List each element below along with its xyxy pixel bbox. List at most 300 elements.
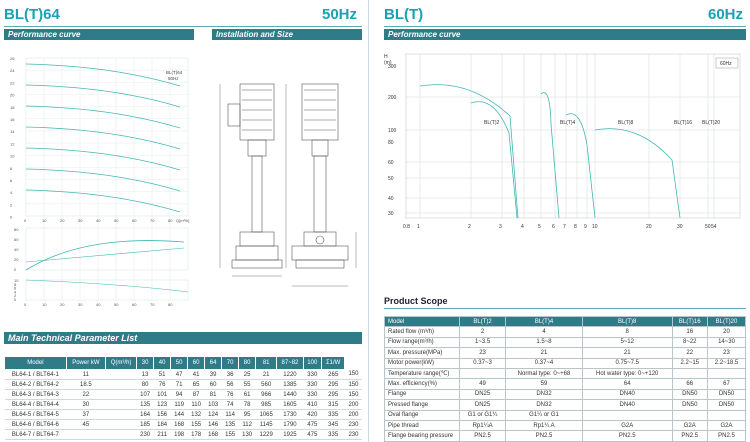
table-row	[5, 370, 363, 380]
left-title: BL(T)64	[4, 6, 60, 23]
table-cell: 130	[239, 430, 256, 440]
table-cell: 155	[222, 430, 239, 440]
tech-header: Model	[5, 357, 67, 370]
r-x-tick: 5	[538, 224, 541, 230]
r-x-tick: 1	[417, 224, 420, 230]
table-cell: 78	[239, 400, 256, 410]
scope-cell: 22	[672, 348, 708, 358]
y3-tick: 0	[14, 297, 17, 302]
scope-cell: 1.5~8	[506, 337, 583, 347]
table-cell: 211	[154, 430, 171, 440]
table-cell: 330	[303, 390, 321, 400]
curve-label: BL(T)4	[560, 120, 576, 126]
table-cell: 185	[137, 420, 154, 430]
table-cell: 55	[239, 380, 256, 390]
x3-tick: 40	[96, 302, 101, 307]
r-x-tick: 4	[521, 224, 524, 230]
scope-row	[385, 358, 746, 368]
table-cell	[106, 410, 137, 420]
table-cell: 155	[188, 420, 205, 430]
scope-cell: 49	[460, 379, 506, 389]
table-cell: BL64-3 / BLT64-3	[5, 390, 67, 400]
table-cell: 335	[321, 410, 345, 420]
table-cell: 61	[239, 390, 256, 400]
y1-tick: 6	[10, 178, 13, 183]
table-cell: 560	[256, 380, 277, 390]
table-cell	[66, 430, 105, 440]
table-cell: 74	[222, 400, 239, 410]
perf-curve-bar: Performance curve	[4, 29, 194, 40]
tech-header: 64	[205, 357, 222, 370]
table-cell: 1790	[277, 420, 304, 430]
left-hz: 50Hz	[322, 6, 358, 23]
x3-tick: 80	[168, 302, 173, 307]
right-title: BL(T)	[384, 6, 424, 23]
table-cell: 71	[171, 380, 188, 390]
scope-cell: Max. efficiency(%)	[385, 379, 460, 389]
tech-header: 100	[303, 357, 321, 370]
r-y-tick: 100	[388, 128, 397, 134]
scope-cell: BL(T)8	[582, 317, 672, 327]
r-y-tick: 300	[388, 64, 397, 70]
r-y-tick: 200	[388, 95, 397, 101]
scope-row	[385, 368, 746, 378]
tech-header: 50	[171, 357, 188, 370]
table-cell: 200	[345, 400, 362, 410]
table-cell: 37	[66, 410, 105, 420]
y2-tick: 0	[14, 267, 17, 272]
scope-cell	[708, 410, 746, 420]
scope-cell: Flange bearing pressure	[385, 431, 460, 441]
right-rule	[384, 26, 746, 27]
scope-cell: Model	[385, 317, 460, 327]
x1-tick: 50	[114, 218, 119, 223]
x1-tick: 70	[150, 218, 155, 223]
scope-cell: DN32	[506, 400, 583, 410]
table-cell: 21	[256, 370, 277, 380]
r-y-tick: 50	[388, 176, 394, 182]
table-row	[5, 430, 363, 440]
scope-cell: 2.2~18.5	[708, 358, 746, 368]
main-tech-bar: Main Technical Parameter List	[4, 332, 362, 344]
y1-tick: 20	[10, 92, 15, 98]
r-x-tick: 9	[584, 224, 587, 230]
table-cell: 124	[205, 410, 222, 420]
table-cell: 1145	[256, 420, 277, 430]
table-cell: 230	[345, 420, 362, 430]
tech-table	[4, 356, 362, 440]
scope-cell: Flow range(m³/h)	[385, 337, 460, 347]
table-cell: 101	[154, 390, 171, 400]
scope-row	[385, 400, 746, 410]
table-row	[5, 390, 363, 400]
x1-tick: 20	[60, 218, 65, 223]
scope-cell: Rp1¼ A	[506, 420, 583, 430]
y3-tick: 2	[14, 293, 17, 299]
table-cell: 47	[171, 370, 188, 380]
x3-tick: 10	[42, 302, 47, 307]
legend-model: BL(T)64	[166, 70, 183, 75]
head-curve-7	[26, 190, 180, 212]
table-cell: 18.5	[66, 380, 105, 390]
pump-front-view	[292, 84, 348, 268]
scope-cell: DN50	[672, 389, 708, 399]
tech-header: 87~82	[277, 357, 304, 370]
table-cell: 22	[66, 390, 105, 400]
table-cell: 475	[303, 420, 321, 430]
table-cell: BL64-7 / BLT64-7	[5, 430, 67, 440]
scope-cell	[672, 410, 708, 420]
head-curve-4	[26, 127, 180, 149]
scope-cell: PN2.5	[708, 431, 746, 441]
scope-cell: DN50	[708, 400, 746, 410]
scope-table	[384, 316, 746, 442]
table-cell: 178	[188, 430, 205, 440]
y2-tick: 40	[14, 247, 19, 252]
r-x-tick: 6	[552, 224, 555, 230]
installation-drawing	[212, 74, 364, 302]
y1-tick: 12	[10, 141, 15, 147]
table-cell: 150	[345, 390, 362, 400]
x1-tick: 80	[168, 218, 173, 223]
scope-cell: Flange	[385, 389, 460, 399]
y1-tick: 16	[10, 117, 15, 122]
table-cell: 230	[345, 430, 362, 440]
scope-cell: 21	[582, 348, 672, 358]
r-x-tick: 8	[574, 224, 577, 230]
scope-cell: PN2.5	[506, 431, 583, 441]
scope-row	[385, 337, 746, 347]
y1-tick: 26	[10, 56, 15, 61]
scope-row	[385, 389, 746, 399]
scope-cell: DN32	[506, 389, 583, 399]
table-cell: 114	[222, 410, 239, 420]
tech-header: Power kW	[66, 357, 105, 370]
y2-tick: 20	[14, 257, 19, 262]
head-curve-1	[26, 64, 180, 86]
y3-tick: 6	[14, 285, 17, 291]
table-cell: 295	[321, 390, 345, 400]
freq-label: 60Hz	[720, 61, 732, 67]
scope-cell: 20	[708, 327, 746, 337]
table-cell: 1440	[277, 390, 304, 400]
table-cell: 164	[137, 410, 154, 420]
y1-tick: 24	[10, 68, 15, 74]
table-cell: 475	[303, 430, 321, 440]
table-cell: 110	[188, 400, 205, 410]
table-cell: 966	[256, 390, 277, 400]
range-curve-3	[541, 93, 559, 218]
scope-cell: 8	[582, 327, 672, 337]
table-row	[5, 410, 363, 420]
left-rule	[4, 26, 362, 27]
table-cell	[106, 400, 137, 410]
scope-cell: G2A	[708, 420, 746, 430]
scope-row	[385, 410, 746, 420]
table-cell	[106, 430, 137, 440]
y1-tick: 2	[10, 202, 13, 208]
table-cell: 41	[188, 370, 205, 380]
x1-tick: 10	[42, 218, 47, 223]
table-cell: 13	[137, 370, 154, 380]
r-y-tick: 30	[388, 211, 394, 217]
y3-tick: 4	[14, 289, 17, 295]
table-cell: BL64-2 / BLT64-2	[5, 380, 67, 390]
table-cell: 107	[137, 390, 154, 400]
scope-cell: Hot water type: 0~+120	[582, 368, 672, 378]
scope-cell: 2	[460, 327, 506, 337]
tech-header: 40	[154, 357, 171, 370]
table-cell: 1730	[277, 410, 304, 420]
table-cell: BL64-5 / BLT64-5	[5, 410, 67, 420]
range-curve-5	[595, 129, 680, 218]
r-x-tick: 10	[592, 224, 598, 230]
scope-cell: G1¼ or G1	[506, 410, 583, 420]
x1-tick: Q[m³/h]	[176, 218, 190, 223]
table-cell: 65	[188, 380, 205, 390]
table-cell: 87	[188, 390, 205, 400]
table-cell: 198	[171, 430, 188, 440]
table-row	[5, 420, 363, 430]
table-cell: 95	[239, 410, 256, 420]
scope-cell: BL(T)4	[506, 317, 583, 327]
y1-tick: 0	[10, 214, 13, 220]
scope-cell: BL(T)2	[460, 317, 506, 327]
scope-cell: Rp1¼A	[460, 420, 506, 430]
scope-cell: DN50	[708, 389, 746, 399]
r-y-tick: 60	[388, 160, 394, 166]
r-y-tick: 40	[388, 196, 394, 202]
scope-row	[385, 420, 746, 430]
y1-tick: 18	[10, 104, 15, 110]
table-cell: 132	[188, 410, 205, 420]
y3-tick: 10	[14, 278, 19, 283]
right-perf-bar: Performance curve	[384, 29, 746, 40]
install-size-bar: Installation and Size	[212, 29, 362, 40]
table-cell: 1925	[277, 430, 304, 440]
tech-header: Σ1/W	[321, 357, 345, 370]
page-divider	[368, 0, 369, 442]
curve-label: BL(T)2	[484, 120, 500, 126]
table-cell: 94	[171, 390, 188, 400]
table-cell: 11	[66, 370, 105, 380]
scope-cell	[460, 368, 506, 378]
power-curve	[26, 248, 184, 262]
scope-cell: 5~12	[582, 337, 672, 347]
table-cell: 1065	[256, 410, 277, 420]
x3-tick: 60	[132, 302, 137, 307]
scope-cell: Temperature range(℃)	[385, 368, 460, 378]
scope-cell: DN50	[672, 400, 708, 410]
curve-label: BL(T)20	[702, 120, 721, 126]
table-cell: 184	[154, 420, 171, 430]
right-hz: 60Hz	[708, 6, 744, 23]
scope-cell: Normal type: 0~+68	[506, 368, 583, 378]
table-cell: 25	[239, 370, 256, 380]
table-cell: 1385	[277, 380, 304, 390]
table-cell: BL64-1 / BLT64-1	[5, 370, 67, 380]
table-cell: 345	[321, 420, 345, 430]
scope-row	[385, 431, 746, 441]
scope-cell: 2.2~15	[672, 358, 708, 368]
scope-cell: Pipe thread	[385, 420, 460, 430]
x3-tick: 20	[60, 302, 65, 307]
table-cell: 103	[205, 400, 222, 410]
scope-title: Product Scope	[384, 296, 454, 306]
table-cell: 1605	[277, 400, 304, 410]
scope-row	[385, 317, 746, 327]
pump-side-view	[228, 84, 282, 268]
x3-tick: 70	[150, 302, 155, 307]
table-cell: 1229	[256, 430, 277, 440]
scope-cell: 23	[708, 348, 746, 358]
r-x-tick: 54	[711, 224, 717, 230]
scope-cell: 14~30	[708, 337, 746, 347]
scope-row	[385, 379, 746, 389]
r-x-tick: 2	[468, 224, 471, 230]
tech-header: 70	[222, 357, 239, 370]
table-cell: 335	[321, 430, 345, 440]
table-cell: 230	[137, 430, 154, 440]
table-cell: 295	[321, 380, 345, 390]
r-x-tick: 30	[677, 224, 683, 230]
table-row	[5, 400, 363, 410]
y3-tick: 8	[14, 281, 17, 287]
table-cell: 119	[171, 400, 188, 410]
scope-cell: Max. pressure(MPa)	[385, 348, 460, 358]
scope-cell	[708, 368, 746, 378]
scope-cell: 64	[582, 379, 672, 389]
table-cell: 150	[345, 370, 362, 380]
range-curve-4	[566, 114, 595, 218]
curve-label: BL(T)8	[618, 120, 634, 126]
scope-rule	[384, 308, 746, 309]
table-cell: 315	[321, 400, 345, 410]
legend-hz: 50Hz	[168, 76, 179, 81]
r-y-tick: 80	[388, 140, 394, 146]
scope-cell: DN40	[582, 400, 672, 410]
scope-cell: G2A	[672, 420, 708, 430]
table-cell: 150	[345, 380, 362, 390]
scope-cell	[582, 410, 672, 420]
scope-row	[385, 327, 746, 337]
y1-tick: 8	[10, 165, 13, 171]
npsh-curve	[26, 280, 188, 292]
table-cell: 265	[321, 370, 345, 380]
y1-tick: 10	[10, 153, 15, 159]
scope-cell: Rated flow (m³/h)	[385, 327, 460, 337]
tech-header: 80	[239, 357, 256, 370]
table-cell: 81	[205, 390, 222, 400]
table-cell: 135	[222, 420, 239, 430]
scope-cell: 23	[460, 348, 506, 358]
scope-cell: BL(T)16	[672, 317, 708, 327]
scope-cell: Oval flange	[385, 410, 460, 420]
x3-tick: 0	[24, 302, 27, 307]
table-cell: BL64-6 / BLT64-6	[5, 420, 67, 430]
r-x-tick: 50	[705, 224, 711, 230]
y1-tick: 22	[10, 80, 15, 86]
scope-cell: 4	[506, 327, 583, 337]
h-unit-m: (m)	[384, 60, 392, 66]
head-curve-3	[26, 106, 180, 128]
table-cell: 60	[205, 380, 222, 390]
table-cell	[106, 380, 137, 390]
table-cell: 420	[303, 410, 321, 420]
x3-tick: 30	[78, 302, 83, 307]
r-x-tick: 3	[499, 224, 502, 230]
tech-header: 81	[256, 357, 277, 370]
head-curve-6	[26, 169, 180, 191]
table-cell: 156	[154, 410, 171, 420]
table-cell	[106, 420, 137, 430]
scope-cell: 0.37~3	[460, 358, 506, 368]
table-cell: 410	[303, 400, 321, 410]
h-unit-label: H	[384, 54, 388, 60]
y2-tick: 60	[14, 237, 19, 242]
scope-cell: 0.37~4	[506, 358, 583, 368]
x1-tick: 30	[78, 218, 83, 223]
table-cell: 330	[303, 370, 321, 380]
scope-cell: Pressed flange	[385, 400, 460, 410]
table-cell: 112	[239, 420, 256, 430]
x3-tick: 50	[114, 302, 119, 307]
table-cell: 45	[66, 420, 105, 430]
curve-label: BL(T)16	[674, 120, 693, 126]
r-x-tick: 20	[646, 224, 652, 230]
table-cell: 30	[66, 400, 105, 410]
range-chart	[384, 44, 746, 230]
table-cell: 1220	[277, 370, 304, 380]
table-cell: 51	[154, 370, 171, 380]
scope-cell: DN40	[582, 389, 672, 399]
r-x-tick: 0.8	[403, 224, 410, 230]
scope-cell: PN2.5	[582, 431, 672, 441]
scope-cell: G2A	[582, 420, 672, 430]
y1-tick: 4	[10, 190, 13, 196]
scope-row	[385, 348, 746, 358]
x1-tick: 60	[132, 218, 137, 223]
performance-chart	[4, 44, 200, 308]
table-cell	[106, 370, 137, 380]
table-cell: 168	[205, 430, 222, 440]
table-cell: 123	[154, 400, 171, 410]
scope-cell: PN2.5	[460, 431, 506, 441]
scope-cell: 1~3.5	[460, 337, 506, 347]
table-cell: 330	[303, 380, 321, 390]
tech-header: Q(m³/h)	[106, 357, 137, 370]
scope-cell: DN25	[460, 400, 506, 410]
tech-header: 30	[137, 357, 154, 370]
scope-cell: 16	[672, 327, 708, 337]
scope-cell: 8~22	[672, 337, 708, 347]
table-cell: 144	[171, 410, 188, 420]
scope-cell: G1 or G1¼	[460, 410, 506, 420]
tech-header: 60	[188, 357, 205, 370]
table-cell	[106, 390, 137, 400]
table-cell: 39	[205, 370, 222, 380]
scope-cell: 0.75~7.5	[582, 358, 672, 368]
y2-tick: 80	[14, 227, 19, 232]
head-curve-5	[26, 148, 180, 170]
table-row	[5, 380, 363, 390]
scope-cell: 59	[506, 379, 583, 389]
scope-cell: Motor power(kW)	[385, 358, 460, 368]
table-cell: 80	[137, 380, 154, 390]
y1-tick: 14	[10, 129, 15, 135]
scope-cell: BL(T)20	[708, 317, 746, 327]
scope-cell: DN25	[460, 389, 506, 399]
